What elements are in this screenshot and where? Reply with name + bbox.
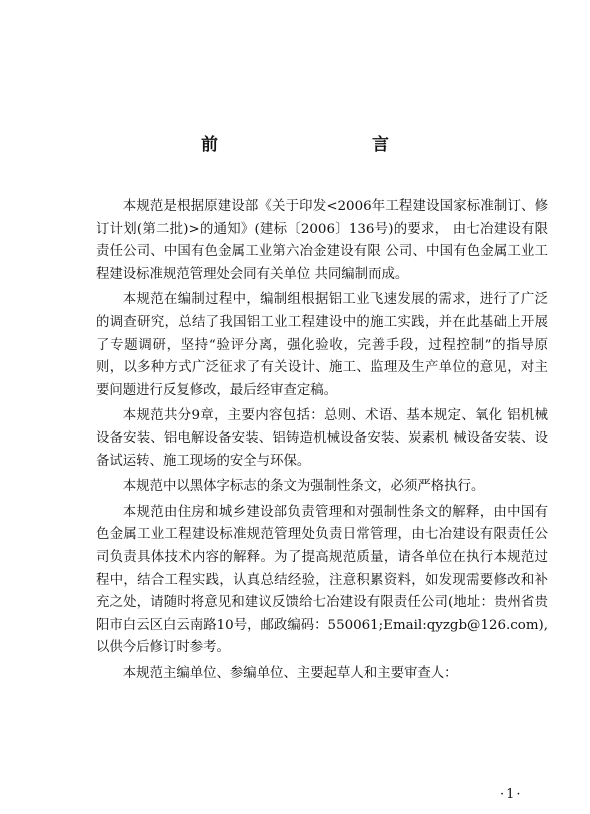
page-number: ·1· [500, 787, 523, 802]
paragraph-5: 本规范由住房和城乡建设部负责管理和对强制性条文的解释，由中国有色金属工业工程建设标准规范管理处负责日常管理，由七冶建设有限责任公司负责具体技术内容的解释。为了提高规范质量，请各单位在执行本规范过程中，结合工程实践，认真总结经验，注意积累资料，如发现需要修改和补充之处，请随时将意见和建议反馈给七冶建设有限责任公司(地址：贵州省贵阳市白云区白云南路10号，邮政编码：550061;Email:qyzgb@126.com), 以供今后修订时参考。 [96, 504, 548, 656]
paragraph-4: 本规范中以黑体字标志的条文为强制性条文，必须严格执行。 [122, 479, 485, 495]
paragraph-3: 本规范共分9章，主要内容包括：总则、术语、基本规定、氧化 铝机械设备安装、铝电解设备安装、铝铸造机械设备安装、炭素机 械设备安装、设备试运转、施工现场的安全与环保。 [96, 408, 548, 469]
paragraph-6: 本规范主编单位、参编单位、主要起草人和主要审查人： [122, 665, 458, 681]
paragraph-2: 本规范在编制过程中，编制组根据铝工业飞速发展的需求，进行了广泛的调查研究，总结了我国铝工业工程建设中的施工实践，并在此基础上开展了专题调研，坚持“验评分离，强化验收，完善手段，过程控制”的指导原则，以多种方式广泛征求了有关设计、施工、监理及生产单位的意见，对主要问题进行反复修改，最后经审查定稿。 [96, 292, 548, 398]
preface-body [96, 196, 548, 688]
paragraph-1: 本规范是根据原建设部《关于印发<2006年工程建设国家标准制订、修订计划(第二批)>的通知》(建标〔2006〕136号)的要求， 由七冶建设有限责任公司、中国有色金属工业第六冶金建设有限 公司、中国有色金属工业工程建设标准规范管理处会同有关单位 共同编制而成。 [96, 199, 548, 282]
page-title: 前 言 [201, 135, 429, 155]
